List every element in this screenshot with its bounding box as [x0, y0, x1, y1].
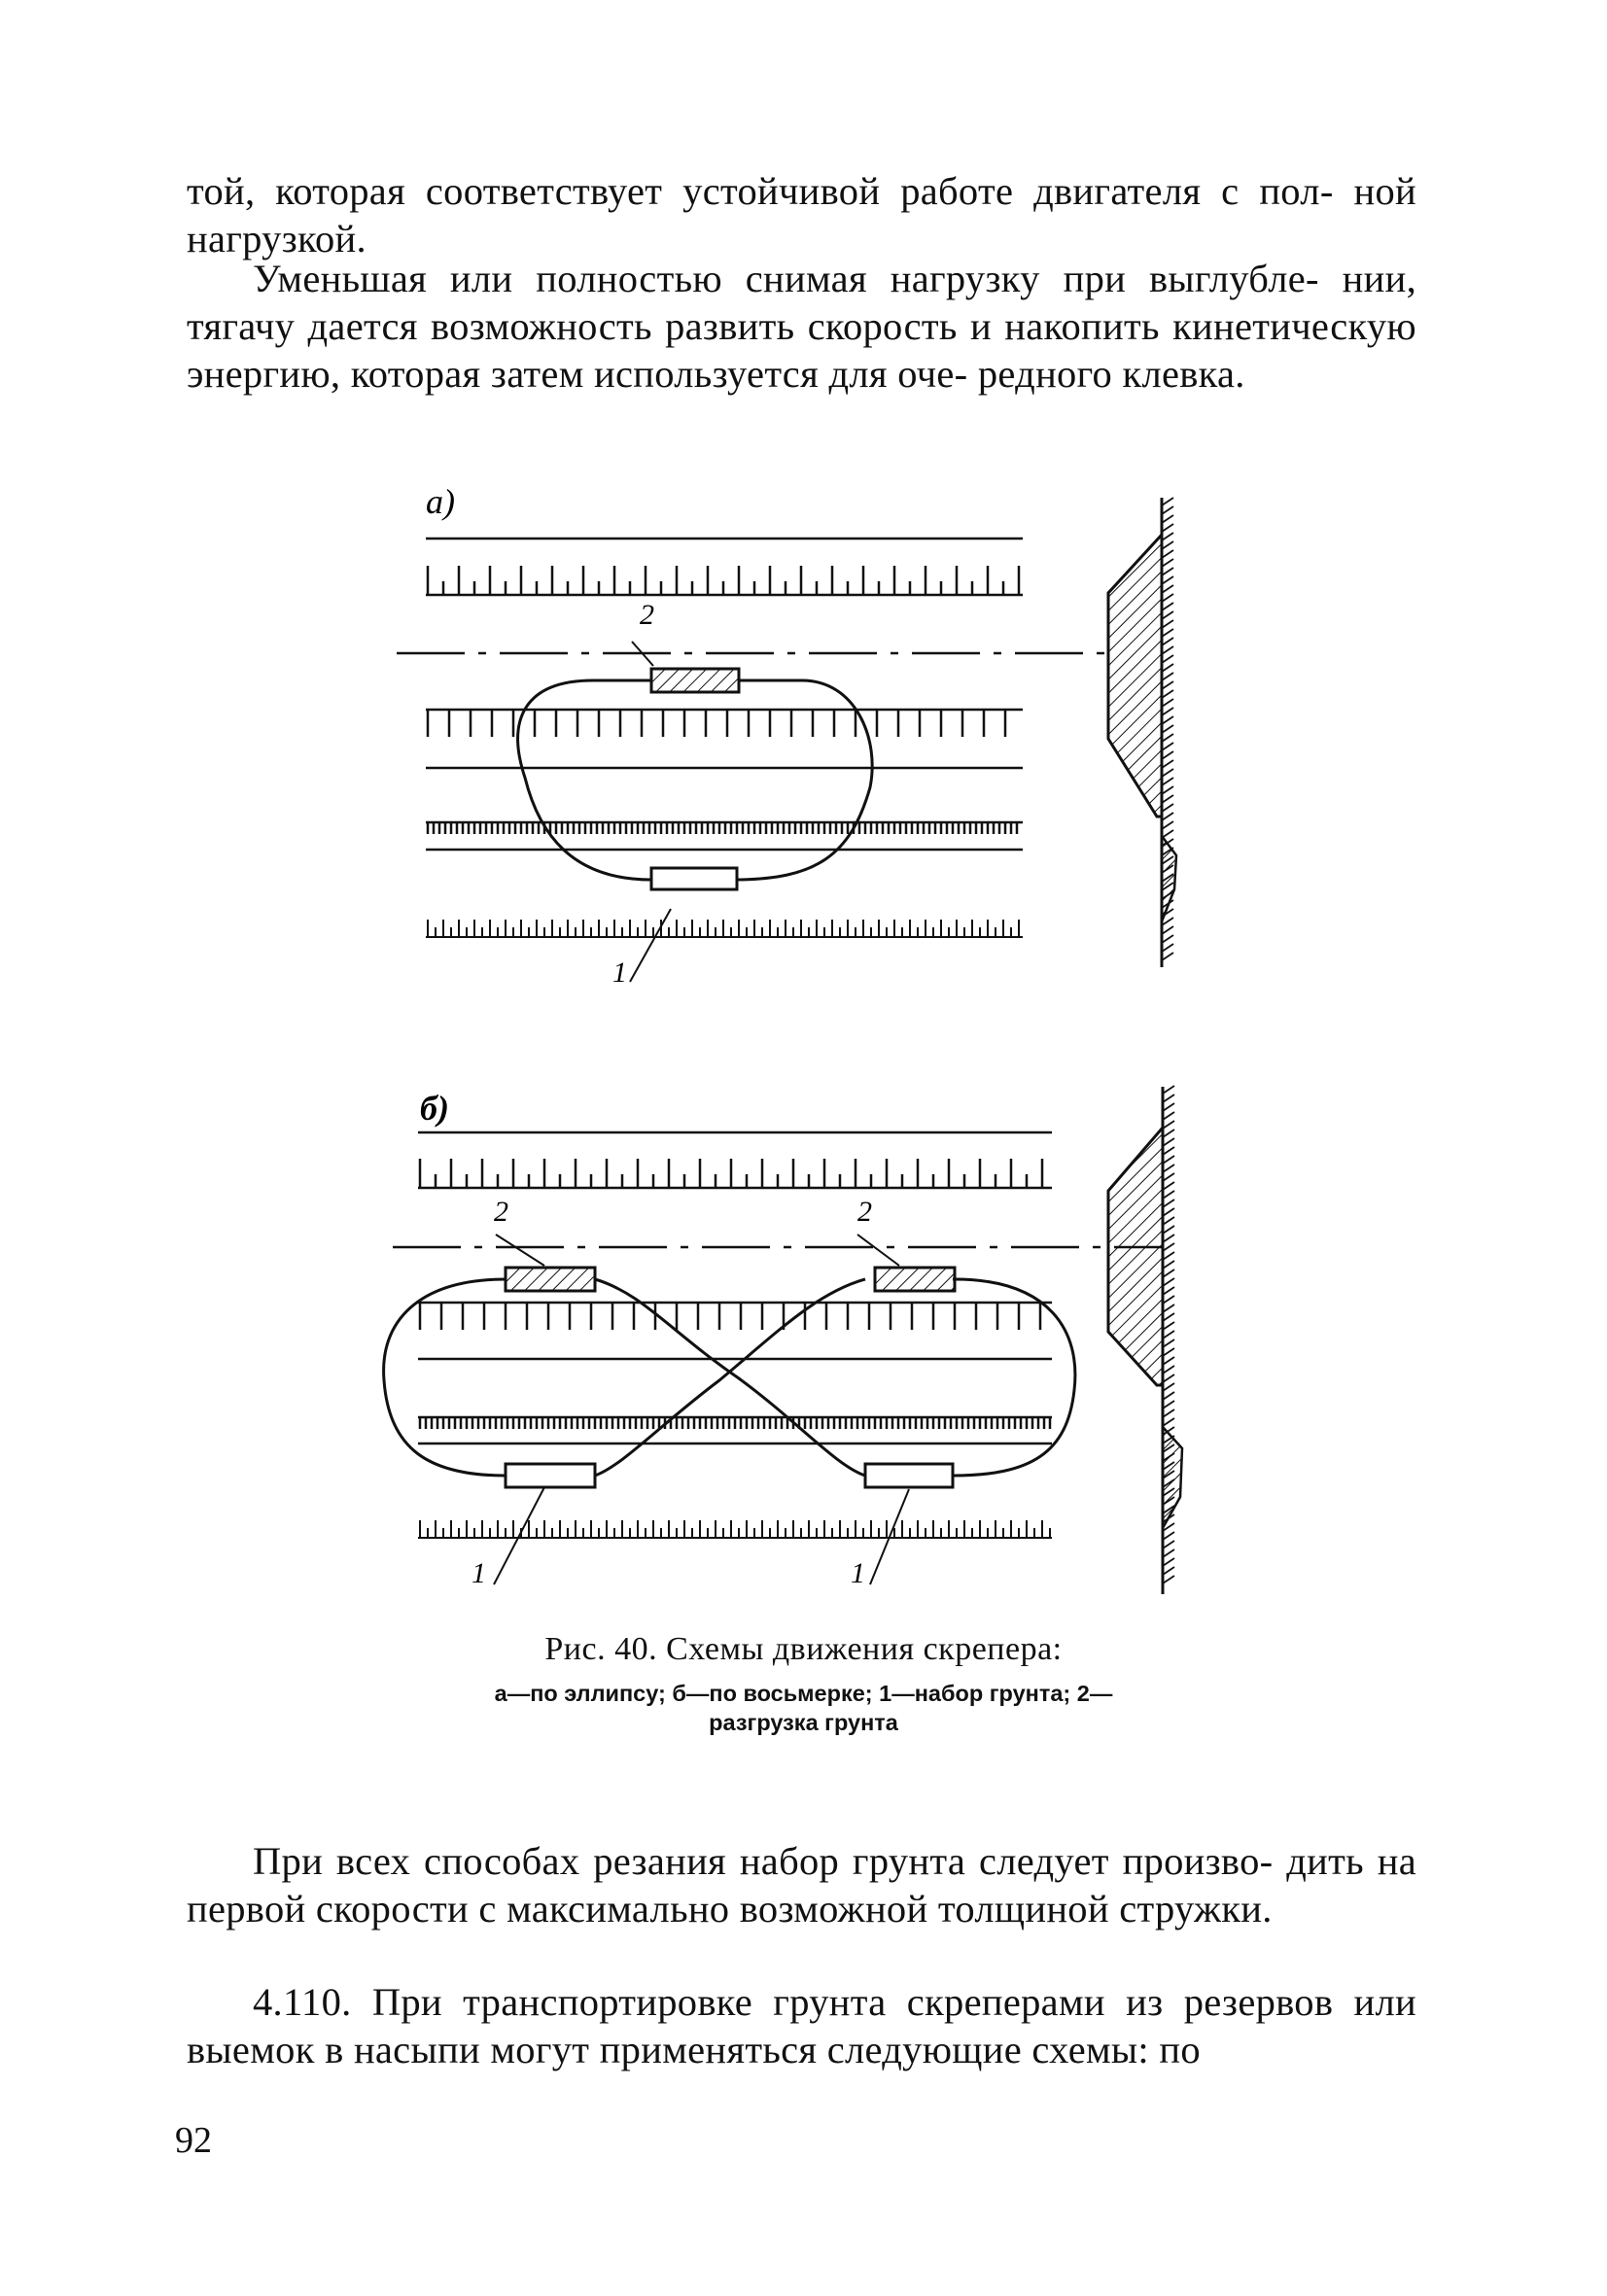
scheme-b-unloading-zone-left — [506, 1268, 595, 1291]
ground-tick — [1162, 830, 1173, 838]
ground-tick — [1163, 1348, 1174, 1356]
ground-tick — [1163, 1138, 1174, 1146]
ground-tick — [1162, 585, 1173, 593]
ground-tick — [1162, 708, 1173, 715]
ground-tick — [1162, 795, 1173, 803]
ground-tick — [1163, 1567, 1174, 1575]
ground-tick — [1163, 1243, 1174, 1251]
ground-tick — [1162, 611, 1173, 619]
ground-tick — [1162, 699, 1173, 707]
ground-tick — [1163, 1200, 1174, 1207]
ground-tick — [1163, 1541, 1174, 1548]
ground-tick — [1162, 568, 1173, 575]
scheme-b-middle-ruler — [418, 1303, 1052, 1359]
scheme-a-marker-2: 2 — [640, 599, 654, 631]
ground-tick — [1162, 638, 1173, 645]
figure-caption-line-2: разгрузка грунта — [709, 1710, 898, 1735]
ground-tick — [1162, 926, 1173, 934]
ground-tick — [1163, 1409, 1174, 1417]
ground-tick — [1162, 804, 1173, 812]
ground-tick — [1163, 1532, 1174, 1540]
ground-tick — [1162, 506, 1173, 514]
ground-tick — [1163, 1305, 1174, 1312]
ground-tick — [1162, 743, 1173, 750]
scheme-b-right-loop — [953, 1279, 1075, 1476]
ground-tick — [1163, 1226, 1174, 1234]
paragraph-4-110 — [187, 1978, 1416, 2073]
figure-caption-line-1: а—по эллипсу; б—по восьмерке; 1—набор грунта; 2— — [494, 1681, 1113, 1706]
scheme-b-marker-2-left: 2 — [494, 1196, 508, 1228]
scheme-b-loading-zone-left — [506, 1464, 595, 1487]
scheme-a-lower-ruler — [426, 822, 1023, 850]
figure-caption-legend — [0, 1679, 1607, 1737]
scheme-a-ellipse — [397, 482, 1176, 989]
ground-tick — [1162, 716, 1173, 724]
scheme-b-leader-2-right — [857, 1235, 899, 1266]
ground-tick — [1162, 664, 1173, 672]
scheme-a-unloading-zone — [651, 669, 739, 692]
ground-tick — [1163, 1235, 1174, 1242]
ground-tick — [1163, 1095, 1174, 1102]
ground-tick — [1163, 1366, 1174, 1374]
label-a: а) — [426, 482, 455, 521]
scheme-b-loading-zone-right — [865, 1464, 953, 1487]
ground-tick — [1163, 1130, 1174, 1137]
figure-caption-title: Рис. 40. Схемы движения скрепера: — [544, 1631, 1063, 1667]
ground-tick — [1163, 1182, 1174, 1190]
ground-tick — [1162, 550, 1173, 558]
ground-tick — [1163, 1558, 1174, 1566]
ground-tick — [1162, 725, 1173, 733]
scheme-b-top-ruler — [418, 1132, 1052, 1188]
scheme-a-cross-section — [1108, 498, 1176, 967]
ground-tick — [1162, 769, 1173, 777]
ground-tick — [1162, 786, 1173, 794]
ground-tick — [1163, 1121, 1174, 1129]
ground-tick — [1162, 751, 1173, 759]
ground-tick — [1162, 498, 1173, 505]
scheme-b-bottom-ruler — [418, 1520, 1052, 1538]
scheme-b-marker-1-left: 1 — [472, 1557, 486, 1589]
scheme-b-cross-section — [1108, 1086, 1182, 1594]
scheme-a-top-ruler — [426, 539, 1023, 595]
ground-tick — [1163, 1191, 1174, 1199]
scheme-b-marker-2-right: 2 — [857, 1196, 872, 1228]
ground-tick — [1163, 1287, 1174, 1295]
ground-tick — [1163, 1147, 1174, 1155]
scheme-a-loading-zone — [651, 868, 737, 889]
ground-tick — [1162, 541, 1173, 549]
ground-tick — [1162, 821, 1173, 829]
ground-tick — [1163, 1576, 1174, 1583]
ground-tick — [1163, 1322, 1174, 1330]
ground-tick — [1162, 515, 1173, 523]
scheme-b-crossing-paths — [506, 1279, 955, 1476]
ground-tick — [1162, 953, 1173, 960]
scheme-b-leader-2-left — [496, 1235, 544, 1266]
ground-tick — [1163, 1549, 1174, 1557]
ground-tick — [1162, 655, 1173, 663]
ground-tick — [1163, 1208, 1174, 1216]
scheme-b-unloading-zone-right — [875, 1268, 955, 1291]
ground-tick — [1163, 1383, 1174, 1391]
ground-tick — [1162, 594, 1173, 602]
ground-tick — [1163, 1278, 1174, 1286]
ground-tick — [1163, 1331, 1174, 1339]
scheme-b-lower-ruler — [418, 1417, 1052, 1444]
ground-tick — [1163, 1252, 1174, 1260]
paragraph-cutting-methods-text: При всех способах резания набор грунта следует произво- дить на первой скорости с максимально возможной толщиной стружки. — [187, 1839, 1416, 1931]
ground-tick — [1163, 1418, 1174, 1426]
ground-tick — [1162, 620, 1173, 628]
scheme-b-marker-1-right: 1 — [851, 1557, 865, 1589]
ground-tick — [1162, 533, 1173, 540]
ground-tick — [1162, 646, 1173, 654]
ground-tick — [1163, 1165, 1174, 1172]
ground-tick — [1162, 681, 1173, 689]
ground-tick — [1162, 690, 1173, 698]
ground-tick — [1162, 935, 1173, 943]
ground-tick — [1163, 1296, 1174, 1304]
paragraph-unloading-text: Уменьшая или полностью снимая нагрузку при выглубле- нии, тягачу дается возможность развить скорость и накопить кинетическую энергию, которая затем используется для оче- редного клевка. — [187, 257, 1416, 396]
ground-tick — [1163, 1086, 1174, 1094]
paragraph-continuation: той, которая соответствует устойчивой работе двигателя с пол- ной нагрузкой. — [187, 169, 1416, 261]
label-b: б) — [420, 1089, 449, 1128]
paragraph-cutting-methods — [187, 1837, 1416, 1932]
ground-tick — [1163, 1173, 1174, 1181]
ground-tick — [1162, 629, 1173, 637]
ground-tick — [1163, 1401, 1174, 1409]
ground-tick — [1163, 1357, 1174, 1365]
ground-tick — [1162, 734, 1173, 742]
paragraph-4-110-text: 4.110. При транспортировке грунта скреперами из резервов или выемок в насыпи могут применяться следующие схемы: по — [187, 1980, 1416, 2071]
ground-tick — [1163, 1217, 1174, 1225]
ground-tick — [1163, 1103, 1174, 1111]
scheme-b-figure-eight — [384, 1086, 1182, 1594]
ground-tick — [1162, 778, 1173, 785]
ground-tick — [1162, 524, 1173, 532]
ground-tick — [1163, 1339, 1174, 1347]
ground-tick — [1162, 576, 1173, 584]
page-number: 92 — [175, 2120, 212, 2161]
ground-tick — [1162, 673, 1173, 680]
ground-tick — [1163, 1112, 1174, 1120]
ground-tick — [1163, 1392, 1174, 1400]
scheme-a-marker-1: 1 — [612, 957, 627, 989]
ground-tick — [1162, 603, 1173, 610]
ground-tick — [1163, 1156, 1174, 1164]
ground-tick — [1163, 1374, 1174, 1382]
scheme-b-left-loop — [384, 1279, 506, 1476]
ground-tick — [1162, 944, 1173, 952]
scheme-a-leader-1 — [630, 909, 671, 982]
scheme-a-bottom-ruler — [426, 920, 1023, 937]
ground-tick — [1163, 1313, 1174, 1321]
ground-tick — [1162, 760, 1173, 768]
ground-tick — [1162, 813, 1173, 820]
scheme-a-middle-ruler — [426, 710, 1023, 768]
ground-tick — [1162, 559, 1173, 567]
ground-tick — [1163, 1261, 1174, 1269]
ground-tick — [1163, 1270, 1174, 1277]
